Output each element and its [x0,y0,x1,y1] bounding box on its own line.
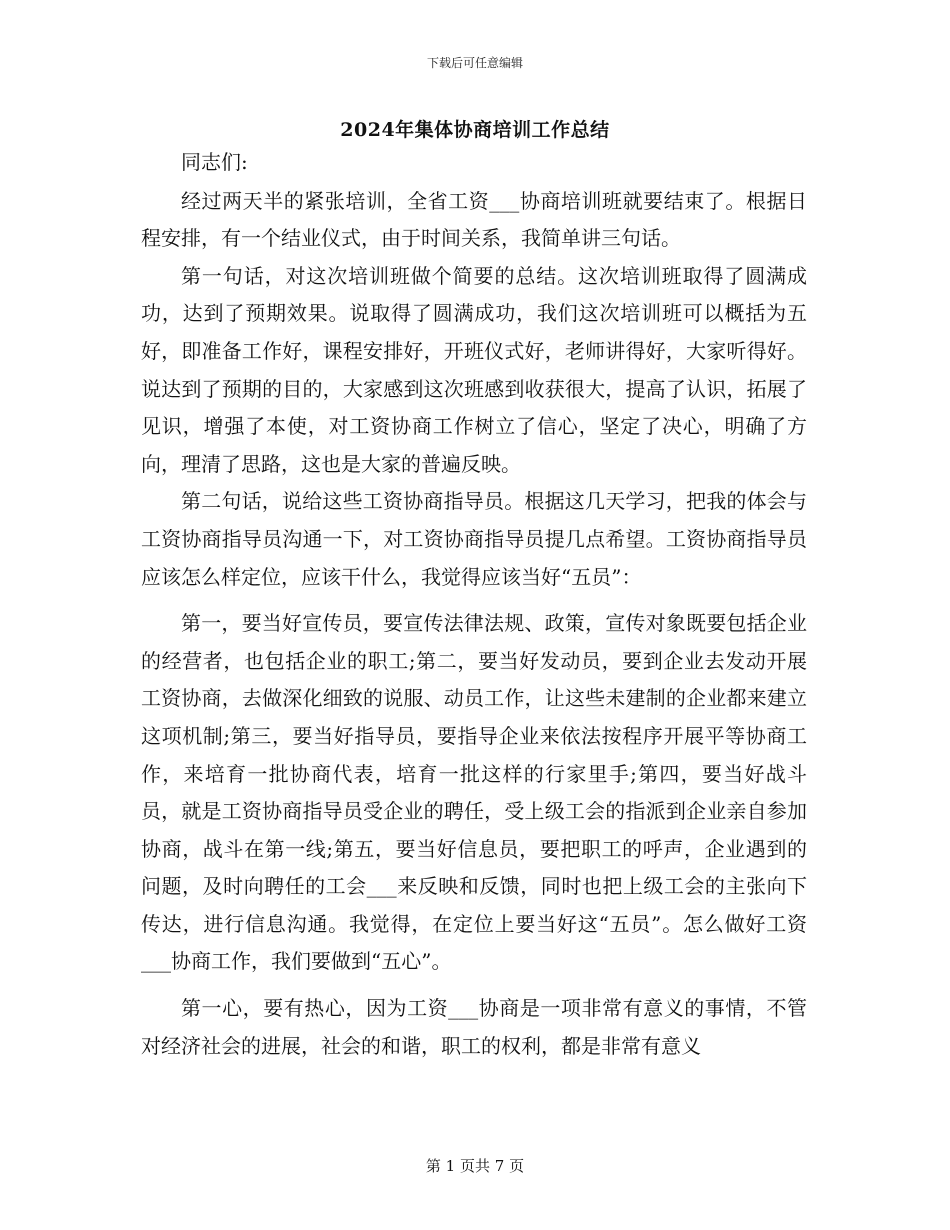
salutation: 同志们: [181,150,248,174]
page-number: 第 1 页共 7 页 [425,1157,525,1175]
paragraph: 第二句话，说给这些工资协商指导员。根据这几天学习，把我的体会与工资协商指导员沟通一下，对工资协商指导员提几点希望。工资协商指导员应该怎么样定位，应该干什么，我觉得应该当好“五员”： [141,489,807,589]
header-note: 下载后可任意编辑 [426,56,523,70]
document-body [141,144,807,1065]
paragraph: 第一句话，对这次培训班做个简要的总结。这次培训班取得了圆满成功，达到了预期效果。说取得了圆满成功，我们这次培训班可以概括为五好，即准备工作好，课程安排好，开班仪式好，老师讲得好，大家听得好。说达到了预期的目的，大家感到这次班感到收获很大，提高了认识，拓展了见识，增强了本使，对工资协商工作树立了信心，坚定了决心，明确了方向，理清了思路，这也是大家的普遍反映。 [141,263,807,476]
paragraph: 经过两天半的紧张培训，全省工资___协商培训班就要结束了。根据日程安排，有一个结业仪式，由于时间关系，我简单讲三句话。 [141,188,807,251]
paragraph: 第一，要当好宣传员，要宣传法律法规、政策，宣传对象既要包括企业的经营者，也包括企业的职工;第二，要当好发动员，要到企业去发动开展工资协商，去做深化细致的说服、动员工作，让这些未建制的企业都来建立这项机制;第三，要当好指导员，要指导企业来依法按程序开展平等协商工作，来培育一批协商代表，培育一批这样的行家里手;第四，要当好战斗员，就是工资协商指导员受企业的聘任，受上级工会的指派到企业亲自参加协商，战斗在第一线;第五，要当好信息员，要把职工的呼声，企业遇到的问题，及时向聘任的工会___来反映和反馈，同时也把上级工会的主张向下传达，进行信息沟通。我觉得，在定位上要当好这“五员”。怎么做好工资___协商工作，我们要做到“五心”。 [141,611,807,974]
document-title: 2024年集体协商培训工作总结 [340,119,610,141]
paragraph: 第一心，要有热心，因为工资___协商是一项非常有意义的事情，不管对经济社会的进展，社会的和谐，职工的权利，都是非常有意义 [141,996,807,1058]
